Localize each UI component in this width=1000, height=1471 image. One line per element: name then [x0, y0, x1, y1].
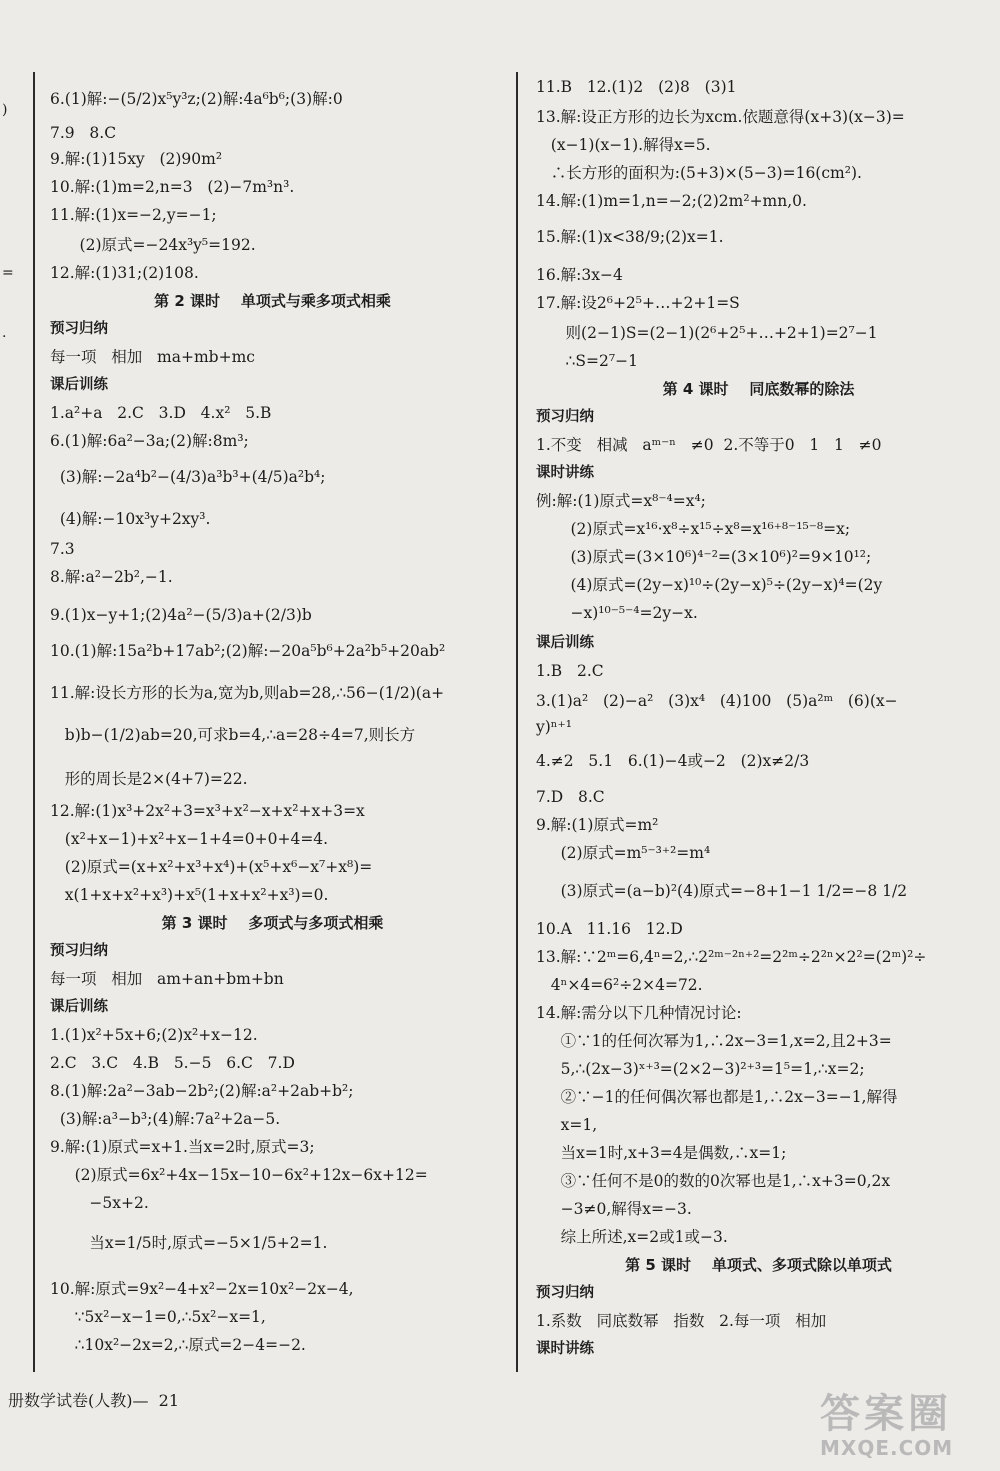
- answer-line: 9.(1)x−y+1;(2)4a²−(5/3)a+(2/3)b: [50, 606, 312, 624]
- answer-line: ∴10x²−2x=2,∴原式=2−4=−2.: [50, 1336, 306, 1354]
- answer-line: b)b−(1/2)ab=20,可求b=4,∴a=28÷4=7,则长方: [50, 726, 416, 744]
- answer-line: −x)¹⁰⁻⁵⁻⁴=2y−x.: [536, 604, 698, 622]
- answer-line: 10.A 11.16 12.D: [536, 920, 683, 938]
- answer-line: (2)原式=m⁵⁻³⁺²=m⁴: [536, 844, 711, 862]
- answer-line: (4)解:−10x³y+2xy³.: [50, 510, 211, 528]
- answer-line: ②∵−1的任何偶次幂也都是1,∴2x−3=−1,解得: [536, 1088, 898, 1106]
- answer-line: ①∵1的任何次幂为1,∴2x−3=1,x=2,且2+3=: [536, 1032, 892, 1050]
- answer-line: 形的周长是2×(4+7)=22.: [50, 770, 248, 788]
- page-footer: 册数学试卷(人教)— 21: [8, 1391, 180, 1410]
- answer-line: 1.(1)x²+5x+6;(2)x²+x−12.: [50, 1026, 258, 1044]
- lesson-heading: 第 4 课时 同底数幂的除法: [662, 380, 855, 398]
- answer-line: (x−1)(x−1).解得x=5.: [536, 136, 711, 154]
- answer-line: 2.C 3.C 4.B 5.−5 6.C 7.D: [50, 1054, 295, 1072]
- answer-line: 15.解:(1)x<38/9;(2)x=1.: [536, 228, 724, 246]
- watermark-logo: 答案圈: [820, 1391, 952, 1437]
- answer-line: 14.解:(1)m=1,n=−2;(2)2m²+mn,0.: [536, 192, 807, 210]
- answer-line: 3.(1)a² (2)−a² (3)x⁴ (4)100 (5)a²ᵐ (6)(x−: [536, 692, 898, 710]
- answer-line: ③∵任何不是0的数的0次幂也是1,∴x+3=0,2x: [536, 1172, 891, 1190]
- answer-line: 13.解:设正方形的边长为xcm.依题意得(x+3)(x−3)=: [536, 108, 905, 126]
- answer-line: 1.B 2.C: [536, 662, 604, 680]
- answer-line: 则(2−1)S=(2−1)(2⁶+2⁵+…+2+1)=2⁷−1: [536, 324, 878, 342]
- section-label: 课后训练: [536, 635, 594, 651]
- answer-line: (3)原式=(a−b)²(4)原式=−8+1−1 1/2=−8 1/2: [536, 882, 908, 900]
- answer-line: 12.解:(1)x³+2x²+3=x³+x²−x+x²+x+3=x: [50, 802, 365, 820]
- answer-line: 7.D 8.C: [536, 788, 605, 806]
- answer-line: 16.解:3x−4: [536, 266, 623, 284]
- answer-line: 1.不变 相减 aᵐ⁻ⁿ ≠0 2.不等于0 1 1 ≠0: [536, 436, 882, 454]
- answer-line: 每一项 相加 ma+mb+mc: [50, 348, 255, 366]
- answer-line: 8.(1)解:2a²−3ab−2b²;(2)解:a²+2ab+b²;: [50, 1082, 354, 1100]
- section-label: 预习归纳: [536, 409, 594, 425]
- answer-line: ∴长方形的面积为:(5+3)×(5−3)=16(cm²).: [536, 164, 862, 182]
- answer-line: 1.系数 同底数幂 指数 2.每一项 相加: [536, 1312, 827, 1330]
- section-label: 课时讲练: [536, 465, 594, 481]
- answer-line: (2)原式=−24x³y⁵=192.: [50, 236, 256, 254]
- answer-line: 9.解:(1)15xy (2)90m²: [50, 150, 223, 168]
- answer-line: 9.解:(1)原式=m²: [536, 816, 659, 834]
- section-label: 预习归纳: [50, 321, 108, 337]
- edge-mark: =: [2, 265, 14, 281]
- answer-line: 例:解:(1)原式=x⁸⁻⁴=x⁴;: [536, 492, 706, 510]
- answer-line: 11.B 12.(1)2 (2)8 (3)1: [536, 78, 737, 96]
- answer-line: 10.(1)解:15a²b+17ab²;(2)解:−20a⁵b⁶+2a²b⁵+20ab²: [50, 642, 446, 660]
- answer-line: 1.a²+a 2.C 3.D 4.x² 5.B: [50, 404, 272, 422]
- answer-line: (2)原式=(x+x²+x³+x⁴)+(x⁵+x⁶−x⁷+x⁸)=: [50, 858, 373, 876]
- section-label: 预习归纳: [536, 1285, 594, 1301]
- column-divider: [516, 72, 518, 1372]
- answer-line: (2)原式=x¹⁶·x⁸÷x¹⁵÷x⁸=x¹⁶⁺⁸⁻¹⁵⁻⁸=x;: [536, 520, 851, 538]
- answer-line: 17.解:设2⁶+2⁵+…+2+1=S: [536, 294, 740, 312]
- answer-line: (3)解:a³−b³;(4)解:7a²+2a−5.: [50, 1110, 281, 1128]
- answer-line: 8.解:a²−2b²,−1.: [50, 568, 173, 586]
- answer-line: ∵5x²−x−1=0,∴5x²−x=1,: [50, 1308, 266, 1326]
- answer-line: 每一项 相加 am+an+bm+bn: [50, 970, 284, 988]
- answer-line: 11.解:设长方形的长为a,宽为b,则ab=28,∴56−(1/2)(a+: [50, 684, 445, 702]
- answer-line: 10.解:原式=9x²−4+x²−2x=10x²−2x−4,: [50, 1280, 354, 1298]
- answer-line: 综上所述,x=2或1或−3.: [536, 1228, 728, 1246]
- answer-line: x(1+x+x²+x³)+x⁵(1+x+x²+x³)=0.: [50, 886, 329, 904]
- lesson-heading: 第 3 课时 多项式与多项式相乘: [161, 914, 384, 932]
- answer-line: y)ⁿ⁺¹: [536, 718, 572, 736]
- watermark-url: MXQE.COM: [820, 1436, 954, 1460]
- answer-line: (3)原式=(3×10⁶)⁴⁻²=(3×10⁶)²=9×10¹²;: [536, 548, 872, 566]
- answer-line: 14.解:需分以下几种情况讨论:: [536, 1004, 742, 1022]
- answer-line: 当x=1时,x+3=4是偶数,∴x=1;: [536, 1144, 787, 1162]
- answer-line: (x²+x−1)+x²+x−1+4=0+0+4=4.: [50, 830, 329, 848]
- answer-line: 12.解:(1)31;(2)108.: [50, 264, 199, 282]
- section-label: 课时讲练: [536, 1341, 594, 1357]
- answer-line: 10.解:(1)m=2,n=3 (2)−7m³n³.: [50, 178, 295, 196]
- answer-line: ∴S=2⁷−1: [536, 352, 638, 370]
- lesson-heading: 第 2 课时 单项式与乘多项式相乘: [154, 292, 391, 310]
- answer-line: 6.(1)解:−(5/2)x⁵y³z;(2)解:4a⁶b⁶;(3)解:0: [50, 90, 343, 108]
- answer-line: 13.解:∵2ᵐ=6,4ⁿ=2,∴2²ᵐ⁻²ⁿ⁺²=2²ᵐ÷2²ⁿ×2²=(2ᵐ)²÷: [536, 948, 927, 966]
- answer-line: (4)原式=(2y−x)¹⁰÷(2y−x)⁵÷(2y−x)⁴=(2y: [536, 576, 883, 594]
- answer-line: 当x=1/5时,原式=−5×1/5+2=1.: [50, 1234, 328, 1252]
- answer-line: 5,∴(2x−3)ˣ⁺³=(2×2−3)²⁺³=1⁵=1,∴x=2;: [536, 1060, 865, 1078]
- edge-mark: .: [2, 325, 7, 341]
- answer-line: x=1,: [536, 1116, 598, 1134]
- answer-line: 7.3: [50, 540, 75, 558]
- answer-line: −5x+2.: [50, 1194, 149, 1212]
- answer-line: 4.≠2 5.1 6.(1)−4或−2 (2)x≠2/3: [536, 752, 810, 770]
- answer-line: 4ⁿ×4=6²÷2×4=72.: [536, 976, 703, 994]
- watermark: [820, 1392, 990, 1462]
- answer-line: 11.解:(1)x=−2,y=−1;: [50, 206, 217, 224]
- answer-line: 6.(1)解:6a²−3a;(2)解:8m³;: [50, 432, 249, 450]
- section-label: 课后训练: [50, 377, 108, 393]
- answer-line: (3)解:−2a⁴b²−(4/3)a³b³+(4/5)a²b⁴;: [50, 468, 326, 486]
- lesson-heading: 第 5 课时 单项式、多项式除以单项式: [625, 1256, 892, 1274]
- answer-line: 7.9 8.C: [50, 124, 117, 142]
- left-margin-rule: [33, 72, 35, 1372]
- answer-line: (2)原式=6x²+4x−15x−10−6x²+12x−6x+12=: [50, 1166, 428, 1184]
- edge-mark: ): [2, 102, 8, 118]
- section-label: 课后训练: [50, 999, 108, 1015]
- answer-line: 9.解:(1)原式=x+1.当x=2时,原式=3;: [50, 1138, 315, 1156]
- answer-line: −3≠0,解得x=−3.: [536, 1200, 692, 1218]
- section-label: 预习归纳: [50, 943, 108, 959]
